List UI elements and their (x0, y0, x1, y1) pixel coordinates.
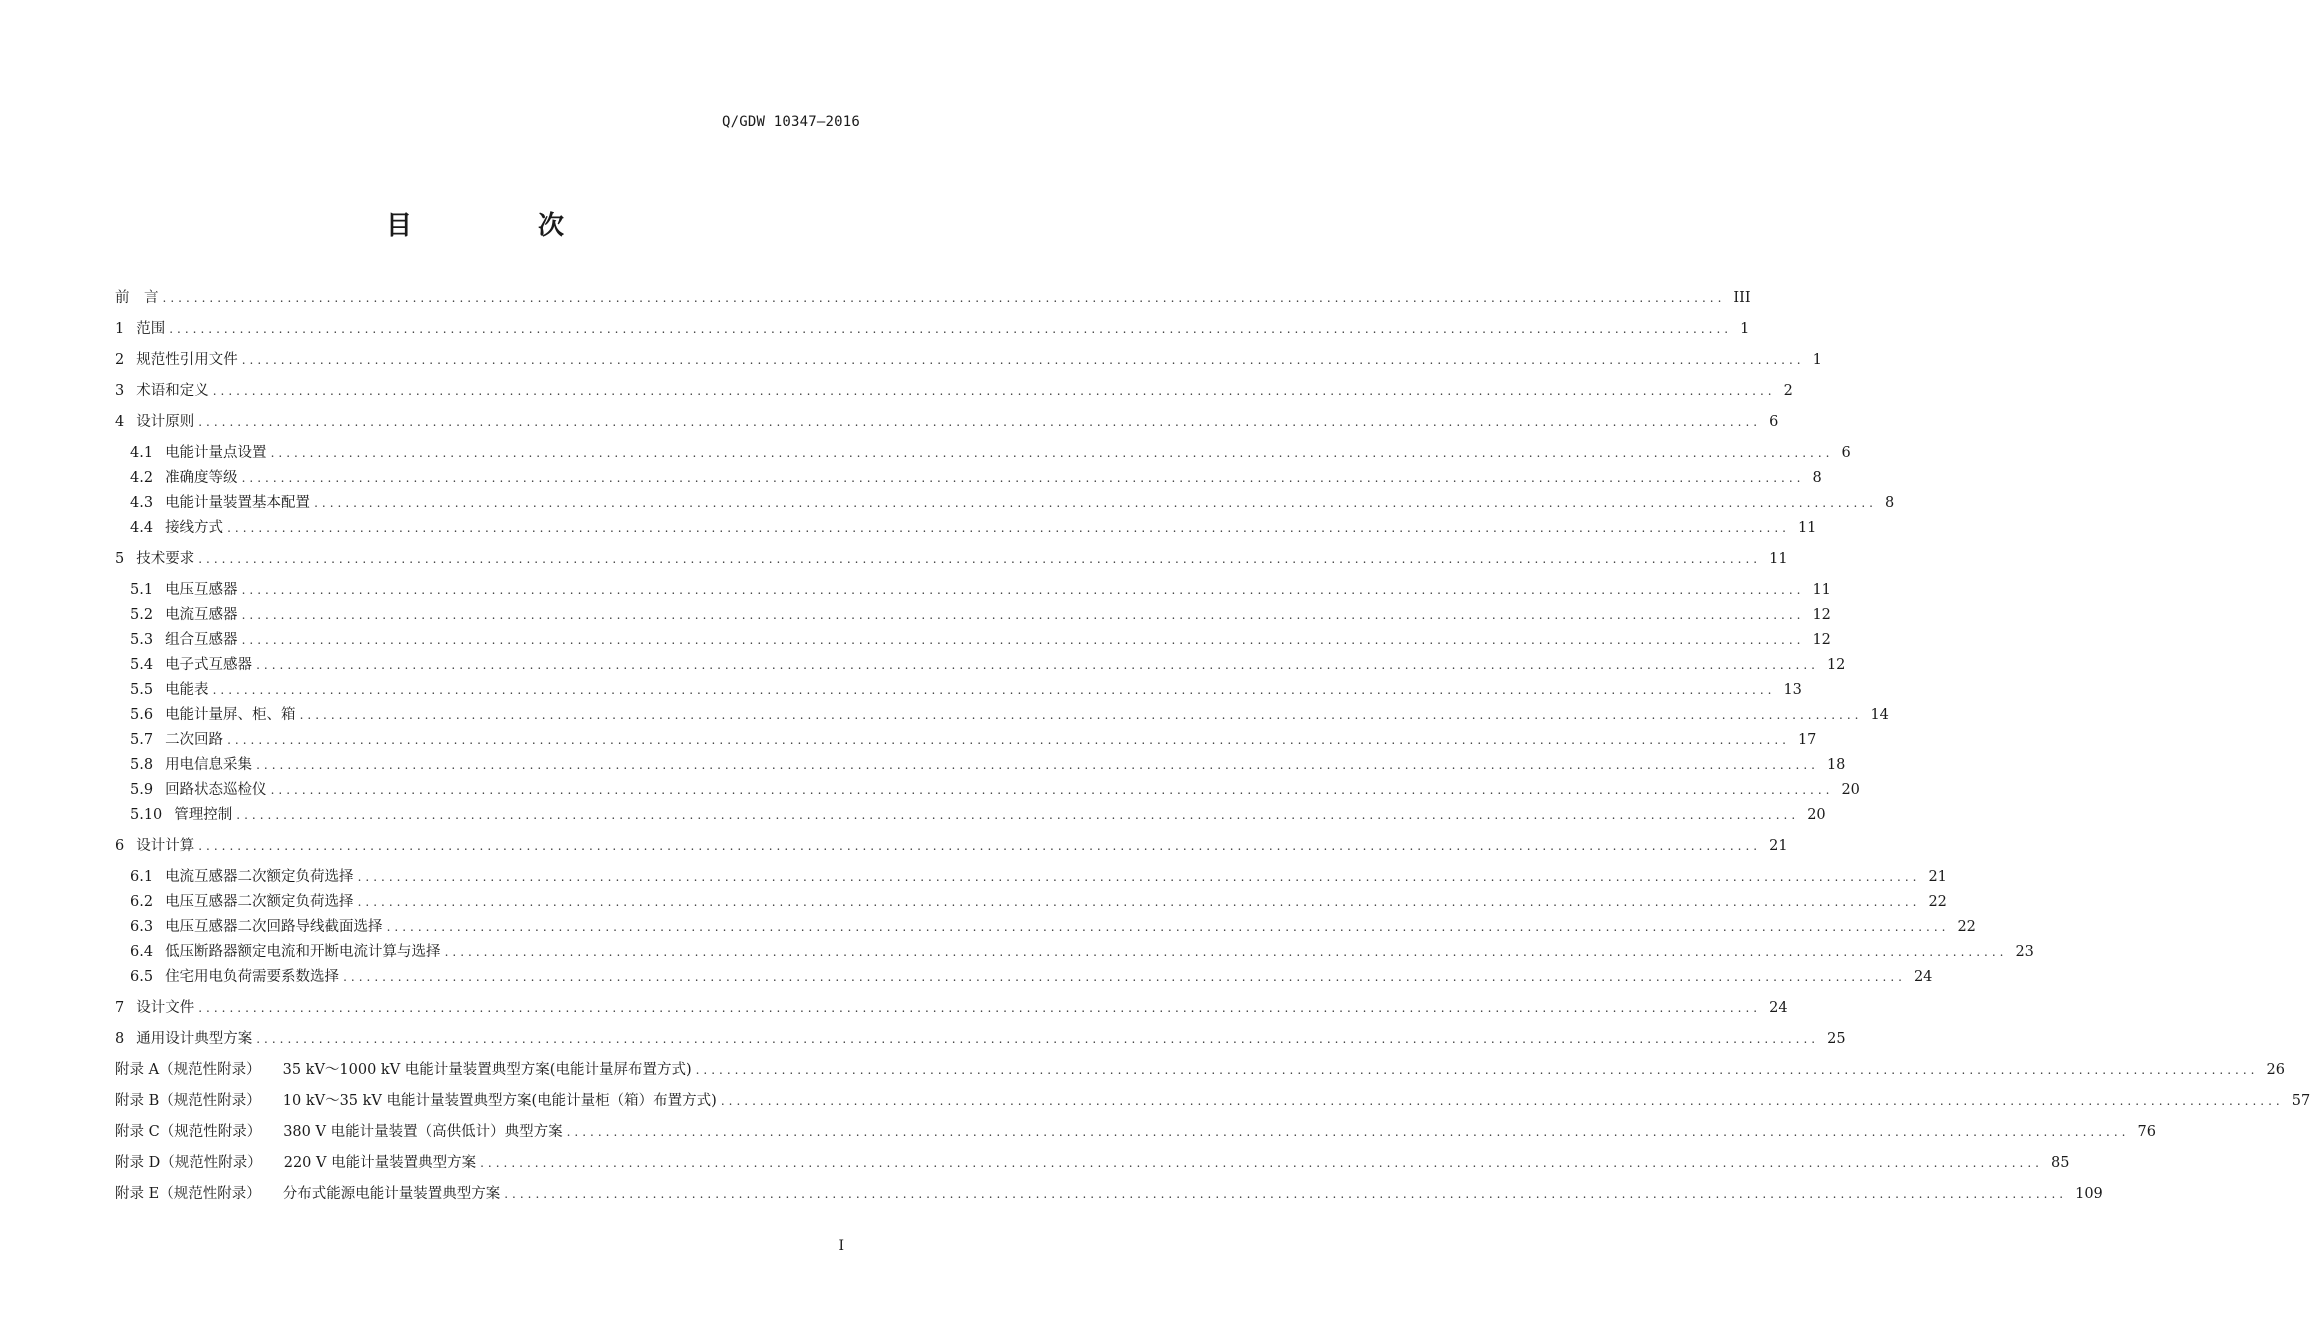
toc-entry[interactable] (130, 492, 1895, 514)
toc-entry-page: 24 (1769, 1000, 1788, 1016)
toc-entry-label: 电能计量屏、柜、箱 (165, 707, 296, 723)
toc-entry-page: 109 (2075, 1186, 2103, 1202)
toc-entry-label: 10 kV～35 kV 电能计量装置典型方案(电能计量柜（箱）布置方式) (282, 1093, 717, 1109)
toc-entry-number: 6.5 (130, 969, 154, 985)
toc-entry-page: 8 (1812, 470, 1822, 486)
toc-entry-page: 23 (2015, 944, 2034, 960)
toc-entry-page: 8 (1884, 495, 1895, 511)
toc-entry-page: 12 (1812, 607, 1831, 623)
toc-entry-number: 5.4 (130, 657, 154, 673)
toc-entry-label: 电流互感器 (165, 607, 238, 623)
toc-dot-leader: ........................................................................................................................................................................................................ (256, 758, 1819, 772)
toc-entry[interactable] (115, 411, 1779, 433)
toc-entry-page: 25 (1827, 1031, 1846, 1047)
toc-entry[interactable] (130, 941, 2034, 963)
toc-entry-page: 21 (1928, 869, 1947, 885)
toc-entry-page: 6 (1841, 445, 1851, 461)
toc-entry-label: 电压互感器 (165, 582, 238, 598)
toc-entry-number: 附录 C（规范性附录） (115, 1124, 262, 1140)
toc-dot-leader: ........................................................................................................................................................................................................ (357, 870, 1921, 884)
toc-dot-leader: ........................................................................................................................................................................................................ (162, 291, 1726, 305)
toc-entry-label: 规范性引用文件 (136, 352, 238, 368)
toc-dot-leader: ........................................................................................................................................................................................................ (198, 552, 1762, 566)
toc-entry-page: 12 (1812, 632, 1831, 648)
toc-dot-leader: ........................................................................................................................................................................................................ (169, 322, 1733, 336)
toc-entry[interactable] (130, 679, 1802, 701)
toc-entry-number: 附录 A（规范性附录） (115, 1062, 261, 1078)
toc-dot-leader: ........................................................................................................................................................................................................ (444, 945, 2008, 959)
toc-entry[interactable] (115, 349, 1822, 371)
toc-dot-leader: ........................................................................................................................................................................................................ (695, 1063, 2259, 1077)
toc-dot-leader: ........................................................................................................................................................................................................ (504, 1187, 2068, 1201)
toc-entry[interactable] (115, 287, 1751, 309)
toc-entry-number: 2 (115, 352, 125, 368)
toc-entry-label: 35 kV～1000 kV 电能计量装置典型方案(电能计量屏布置方式) (282, 1062, 692, 1078)
toc-dot-leader: ........................................................................................................................................................................................................ (386, 920, 1950, 934)
toc-entry-number: 5.5 (130, 682, 154, 698)
toc-entry[interactable] (115, 835, 1788, 857)
toc-dot-leader: ........................................................................................................................................................................................................ (256, 1032, 1820, 1046)
toc-entry[interactable] (130, 754, 1846, 776)
toc-entry-number: 6.3 (130, 919, 154, 935)
toc-entry-page: 57 (2291, 1093, 2310, 1109)
toc-entry[interactable] (115, 548, 1788, 570)
toc-entry[interactable] (115, 997, 1788, 1019)
toc-entry-page: 17 (1797, 732, 1817, 748)
toc-entry-number: 6.1 (130, 869, 154, 885)
toc-entry-label: 电能计量点设置 (165, 445, 267, 461)
toc-entry-page: III (1733, 290, 1751, 306)
toc-entry-page: 24 (1913, 969, 1933, 985)
toc-dot-leader: ........................................................................................................................................................................................................ (566, 1125, 2130, 1139)
toc-entry-label: 电压互感器二次额定负荷选择 (165, 894, 354, 910)
toc-entry-label: 用电信息采集 (165, 757, 253, 773)
toc-entry[interactable] (115, 380, 1793, 402)
toc-entry-page: 6 (1769, 414, 1779, 430)
toc-entry[interactable] (130, 704, 1889, 726)
toc-title: 目 次 (385, 211, 614, 241)
toc-entry[interactable] (130, 779, 1860, 801)
toc-entry-label: 设计计算 (136, 838, 195, 854)
toc-dot-leader: ........................................................................................................................................................................................................ (357, 895, 1921, 909)
toc-entry-number: 附录 D（规范性附录） (115, 1155, 262, 1171)
toc-entry-label: 电能表 (165, 682, 209, 698)
toc-entry-label: 准确度等级 (165, 470, 238, 486)
toc-entry-label: 低压断路器额定电流和开断电流计算与选择 (165, 944, 441, 960)
toc-entry-number: 6.2 (130, 894, 154, 910)
toc-entry-page: 76 (2137, 1124, 2156, 1140)
page-number: I (838, 1238, 844, 1254)
toc-entry-number: 5.2 (130, 607, 154, 623)
toc-entry-label: 电压互感器二次回路导线截面选择 (165, 919, 383, 935)
toc-entry-page: 21 (1769, 838, 1788, 854)
toc-entry-label: 接线方式 (165, 520, 224, 536)
toc-entry-number: 附录 B（规范性附录） (115, 1093, 261, 1109)
toc-dot-leader: ........................................................................................................................................................................................................ (236, 808, 1800, 822)
toc-dot-leader: ........................................................................................................................................................................................................ (256, 658, 1819, 672)
toc-dot-leader: ........................................................................................................................................................................................................ (299, 708, 1863, 722)
toc-entry-number: 4 (115, 414, 125, 430)
toc-entry-page: 20 (1841, 782, 1860, 798)
toc-entry-label: 电子式互感器 (165, 657, 253, 673)
toc-entry-number: 4.2 (130, 470, 154, 486)
toc-entry-page: 13 (1783, 682, 1802, 698)
toc-entry-page: 11 (1797, 520, 1817, 536)
toc-dot-leader: ........................................................................................................................................................................................................ (241, 608, 1805, 622)
toc-entry-page: 12 (1826, 657, 1846, 673)
toc-entry-number: 8 (115, 1031, 125, 1047)
toc-entry-label: 组合互感器 (165, 632, 238, 648)
toc-entry[interactable] (130, 579, 1831, 601)
toc-entry-number: 4.1 (130, 445, 154, 461)
toc-dot-leader: ........................................................................................................................................................................................................ (314, 496, 1877, 510)
document-code: Q/GDW 10347—2016 (721, 114, 860, 130)
toc-entry-number: 5.7 (130, 732, 154, 748)
toc-dot-leader: ........................................................................................................................................................................................................ (270, 446, 1834, 460)
toc-entry[interactable] (130, 866, 1947, 888)
toc-entry-number: 3 (115, 383, 125, 399)
toc-entry-page: 85 (2051, 1155, 2070, 1171)
toc-entry[interactable] (130, 604, 1831, 626)
toc-entry[interactable] (130, 629, 1831, 651)
toc-entry-number: 前 言 (115, 290, 159, 306)
toc-entry-label: 住宅用电负荷需要系数选择 (165, 969, 340, 985)
toc-dot-leader: ........................................................................................................................................................................................................ (227, 733, 1790, 747)
toc-dot-leader: ........................................................................................................................................................................................................ (241, 633, 1805, 647)
toc-entry-label: 220 V 电能计量装置典型方案 (283, 1155, 477, 1171)
toc-entry-number: 附录 E（规范性附录） (115, 1186, 261, 1202)
toc-entry-number: 5.9 (130, 782, 154, 798)
toc-entry[interactable] (130, 729, 1817, 751)
toc-entry[interactable] (130, 891, 1947, 913)
toc-entry[interactable] (130, 916, 1976, 938)
toc-entry-number: 5.3 (130, 632, 154, 648)
toc-entry-number: 5 (115, 551, 125, 567)
toc-dot-leader: ........................................................................................................................................................................................................ (198, 1001, 1762, 1015)
toc-entry-page: 2 (1783, 383, 1793, 399)
toc-entry[interactable] (130, 517, 1817, 539)
toc-entry-label: 分布式能源电能计量装置典型方案 (282, 1186, 501, 1202)
toc-entry[interactable] (130, 442, 1851, 464)
toc-entry-number: 5.1 (130, 582, 154, 598)
toc-dot-leader: ........................................................................................................................................................................................................ (241, 353, 1805, 367)
toc-dot-leader: ........................................................................................................................................................................................................ (480, 1156, 2043, 1170)
toc-entry[interactable] (130, 654, 1846, 676)
toc-dot-leader: ........................................................................................................................................................................................................ (270, 783, 1834, 797)
toc-dot-leader: ........................................................................................................................................................................................................ (241, 583, 1805, 597)
toc-entry-number: 5.8 (130, 757, 154, 773)
toc-entry-page: 26 (2266, 1062, 2285, 1078)
toc-entry[interactable] (130, 966, 1933, 988)
toc-entry-label: 设计原则 (136, 414, 195, 430)
toc-entry-page: 22 (1957, 919, 1976, 935)
toc-entry-number: 5.10 (130, 807, 163, 823)
toc-entry[interactable] (115, 1183, 2103, 1205)
toc-entry-page: 20 (1807, 807, 1826, 823)
toc-dot-leader: ........................................................................................................................................................................................................ (720, 1094, 2284, 1108)
toc-entry-number: 7 (115, 1000, 125, 1016)
toc-entry[interactable] (115, 1090, 2310, 1112)
toc-entry-label: 二次回路 (165, 732, 224, 748)
toc-dot-leader: ........................................................................................................................................................................................................ (241, 471, 1805, 485)
toc-entry-number: 6.4 (130, 944, 154, 960)
toc-entry-number: 4.3 (130, 495, 154, 511)
toc-entry[interactable] (130, 804, 1826, 826)
toc-dot-leader: ........................................................................................................................................................................................................ (212, 683, 1776, 697)
toc-entry[interactable] (115, 318, 1750, 340)
toc-entry-number: 6 (115, 838, 125, 854)
toc-entry[interactable] (115, 1152, 2070, 1174)
toc-entry[interactable] (115, 1121, 2156, 1143)
toc-entry[interactable] (115, 1059, 2285, 1081)
toc-dot-leader: ........................................................................................................................................................................................................ (227, 521, 1790, 535)
toc-entry-label: 管理控制 (174, 807, 233, 823)
toc-entry-label: 术语和定义 (136, 383, 209, 399)
toc-entry-page: 14 (1870, 707, 1889, 723)
toc-dot-leader: ........................................................................................................................................................................................................ (212, 384, 1776, 398)
toc-entry-page: 11 (1812, 582, 1831, 598)
toc-entry-number: 1 (115, 321, 125, 337)
toc-entry-label: 技术要求 (136, 551, 195, 567)
toc-entry-label: 电能计量装置基本配置 (165, 495, 311, 511)
toc-dot-leader: ........................................................................................................................................................................................................ (198, 415, 1762, 429)
toc-entry-number: 5.6 (130, 707, 154, 723)
toc-entry-page: 11 (1769, 551, 1788, 567)
toc-entry-label: 电流互感器二次额定负荷选择 (165, 869, 354, 885)
toc-entry-label: 回路状态巡检仪 (165, 782, 267, 798)
toc-entry[interactable] (115, 1028, 1846, 1050)
toc-dot-leader: ........................................................................................................................................................................................................ (343, 970, 1906, 984)
toc-entry-label: 范围 (136, 321, 166, 337)
toc-entry-number: 4.4 (130, 520, 154, 536)
toc-entry-page: 22 (1928, 894, 1947, 910)
toc-entry-page: 1 (1740, 321, 1750, 337)
toc-entry-page: 1 (1812, 352, 1822, 368)
toc-entry-label: 380 V 电能计量装置（高供低计）典型方案 (283, 1124, 563, 1140)
toc-entry-label: 通用设计典型方案 (136, 1031, 253, 1047)
toc-entry-page: 18 (1826, 757, 1846, 773)
toc-dot-leader: ........................................................................................................................................................................................................ (198, 839, 1762, 853)
toc-entry-label: 设计文件 (136, 1000, 195, 1016)
toc-entry[interactable] (130, 467, 1822, 489)
